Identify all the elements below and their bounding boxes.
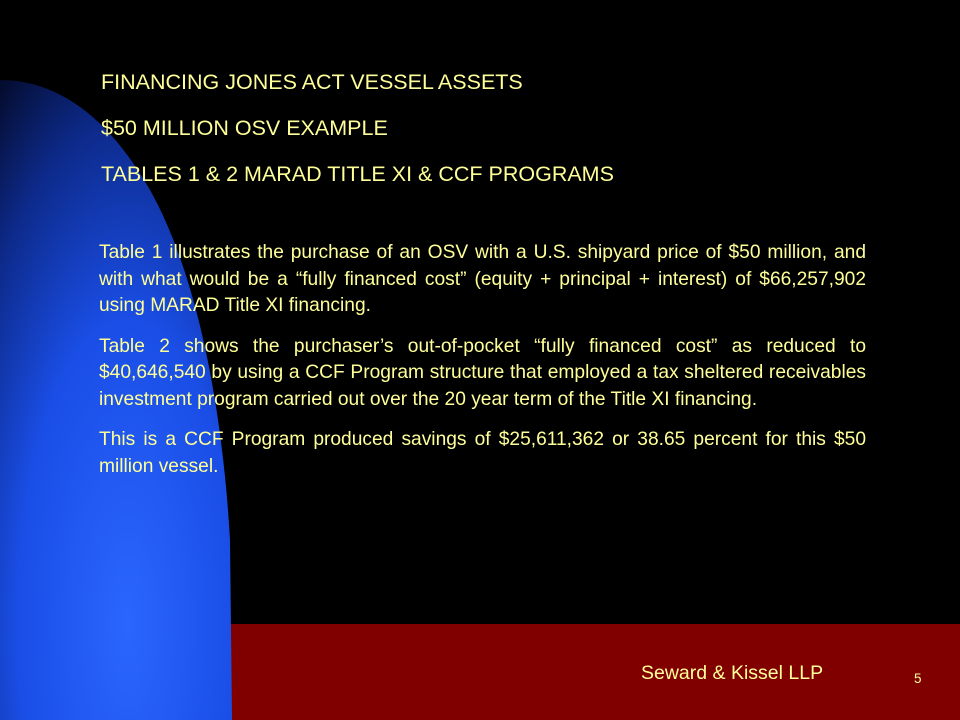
- paragraph-savings: This is a CCF Program produced savings of $25,611,362 or 38.65 percent for this $50 million vessel.: [99, 429, 866, 477]
- footer-firm-name: Seward & Kissel LLP: [641, 662, 824, 684]
- paragraph-table-1: Table 1 illustrates the purchase of an OSV with a U.S. shipyard price of $50 million, and with what would be a “fully financed cost” (equity + principal + interest) of $66,257,902 using MARAD Title XI financing.: [99, 242, 866, 316]
- page-number: 5: [914, 671, 922, 686]
- title-line-3: TABLES 1 & 2 MARAD TITLE XI & CCF PROGRAMS: [101, 162, 614, 186]
- paragraph-table-2: Table 2 shows the purchaser’s out-of-pocket “fully financed cost” as reduced to $40,646,540 by using a CCF Program structure that employed a tax sheltered receivables investment program carried out over the 20 year term of the Title XI financing.: [99, 335, 866, 410]
- body-text: [99, 240, 866, 494]
- title-line-2: $50 MILLION OSV EXAMPLE: [101, 116, 388, 140]
- title-line-1: FINANCING JONES ACT VESSEL ASSETS: [101, 70, 523, 94]
- title-block: [101, 70, 881, 208]
